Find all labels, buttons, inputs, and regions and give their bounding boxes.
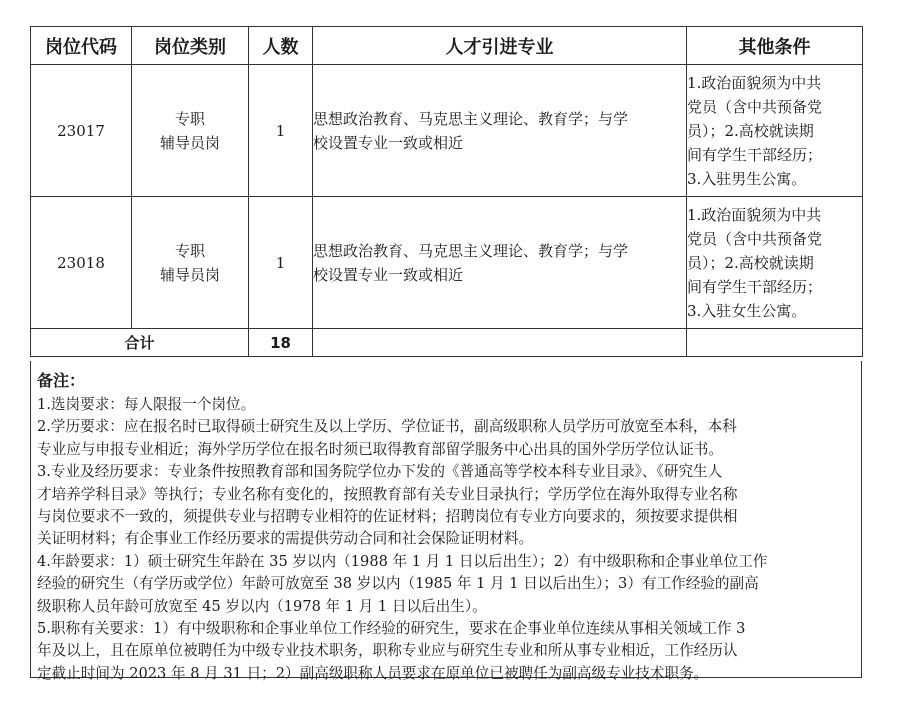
total-label: 合计 xyxy=(31,329,249,357)
condition-line: 员）；2.高校就读期 xyxy=(687,121,814,140)
condition-line: 间有学生干部经历； xyxy=(687,277,823,296)
notes-section xyxy=(37,368,857,685)
category-line: 辅导员岗 xyxy=(159,265,220,284)
notes-line: 级职称人员年龄可放宽至 45 岁以内（1978 年 1 月 1 日以后出生）。 xyxy=(37,597,487,615)
notes-line: 经验的研究生（有学历或学位）年龄可放宽至 38 岁以内（1985 年 1 月 1 日以后出生）；3）有工作经验的副高 xyxy=(37,575,759,593)
header-position-category: 岗位类别 xyxy=(132,27,249,65)
major-cell xyxy=(313,197,687,329)
condition-line: 员）；2.高校就读期 xyxy=(687,253,814,272)
major-line: 思想政治教育、马克思主义理论、教育学；与学 xyxy=(313,109,629,128)
notes-line: 年及以上，且在原单位被聘任为中级专业技术职务，职称专业应与研究生专业和所从事专业相近，工作经历认 xyxy=(37,642,738,660)
headcount-cell: 1 xyxy=(249,65,313,197)
category-line: 专职 xyxy=(174,241,205,260)
notes-line: 关证明材料；有企事业工作经历要求的需提供劳动合同和社会保险证明材料。 xyxy=(37,530,534,548)
condition-line: 1.政治面貌须为中共 xyxy=(687,205,822,224)
condition-line: 间有学生干部经历； xyxy=(687,145,823,164)
table-header-row xyxy=(31,27,863,65)
header-position-code: 岗位代码 xyxy=(31,27,132,65)
condition-line: 党员（含中共预备党 xyxy=(687,229,823,248)
notes-line: 2.学历要求：应在报名时已取得硕士研究生及以上学历、学位证书，副高级职称人员学历可放宽至本科，本科 xyxy=(37,418,737,436)
condition-line: 1.政治面貌须为中共 xyxy=(687,73,822,92)
headcount-cell: 1 xyxy=(249,197,313,329)
position-code-cell: 23017 xyxy=(31,65,132,197)
notes-line: 3.专业及经历要求：专业条件按照教育部和国务院学位办下发的《普通高等学校本科专业目录》、《研究生人 xyxy=(37,463,723,481)
position-category-cell xyxy=(132,197,249,329)
table-row xyxy=(31,65,863,197)
notes-line: 4.年龄要求：1）硕士研究生年龄在 35 岁以内（1988 年 1 月 1 日以后出生）；2）有中级职称和企事业单位工作 xyxy=(37,552,768,570)
positions-table xyxy=(30,26,863,357)
header-other-conditions: 其他条件 xyxy=(687,27,863,65)
notes-line: 5.职称有关要求：1）有中级职称和企事业单位工作经验的研究生，要求在企事业单位连续从事相关领域工作 3 xyxy=(37,620,746,638)
total-empty-cell xyxy=(687,329,863,357)
notes-line: 1.选岗要求：每人限报一个岗位。 xyxy=(37,396,256,413)
notes-line: 与岗位要求不一致的，须提供专业与招聘专业相符的佐证材料；招聘岗位有专业方向要求的，须按要求提供相 xyxy=(37,508,738,526)
total-empty-cell xyxy=(313,329,687,357)
conditions-cell xyxy=(687,65,863,197)
condition-line: 3.入驻男生公寓。 xyxy=(687,169,807,188)
notes-line: 专业应与申报专业相近；海外学历学位在报名时须已取得教育部留学服务中心出具的国外学历学位认证书。 xyxy=(37,440,723,458)
notes-line: 定截止时间为 2023 年 8 月 31 日；2）副高级职称人员要求在原单位已被聘任为副高级专业技术职务。 xyxy=(37,664,709,682)
header-major: 人才引进专业 xyxy=(313,27,687,65)
notes-line: 才培养学科目录》等执行；专业名称有变化的，按照教育部有关专业目录执行；学历学位在海外取得专业名称 xyxy=(37,485,738,503)
condition-line: 3.入驻女生公寓。 xyxy=(687,301,807,320)
header-headcount: 人数 xyxy=(249,27,313,65)
category-line: 辅导员岗 xyxy=(159,133,220,152)
total-count: 18 xyxy=(249,329,313,357)
category-line: 专职 xyxy=(174,109,205,128)
major-cell xyxy=(313,65,687,197)
conditions-cell xyxy=(687,197,863,329)
notes-title: 备注： xyxy=(37,371,86,390)
major-line: 校设置专业一致或相近 xyxy=(313,265,464,284)
major-line: 思想政治教育、马克思主义理论、教育学；与学 xyxy=(313,241,629,260)
position-category-cell xyxy=(132,65,249,197)
major-line: 校设置专业一致或相近 xyxy=(313,133,464,152)
position-code-cell: 23018 xyxy=(31,197,132,329)
total-row xyxy=(31,329,863,357)
condition-line: 党员（含中共预备党 xyxy=(687,97,823,116)
table-row xyxy=(31,197,863,329)
